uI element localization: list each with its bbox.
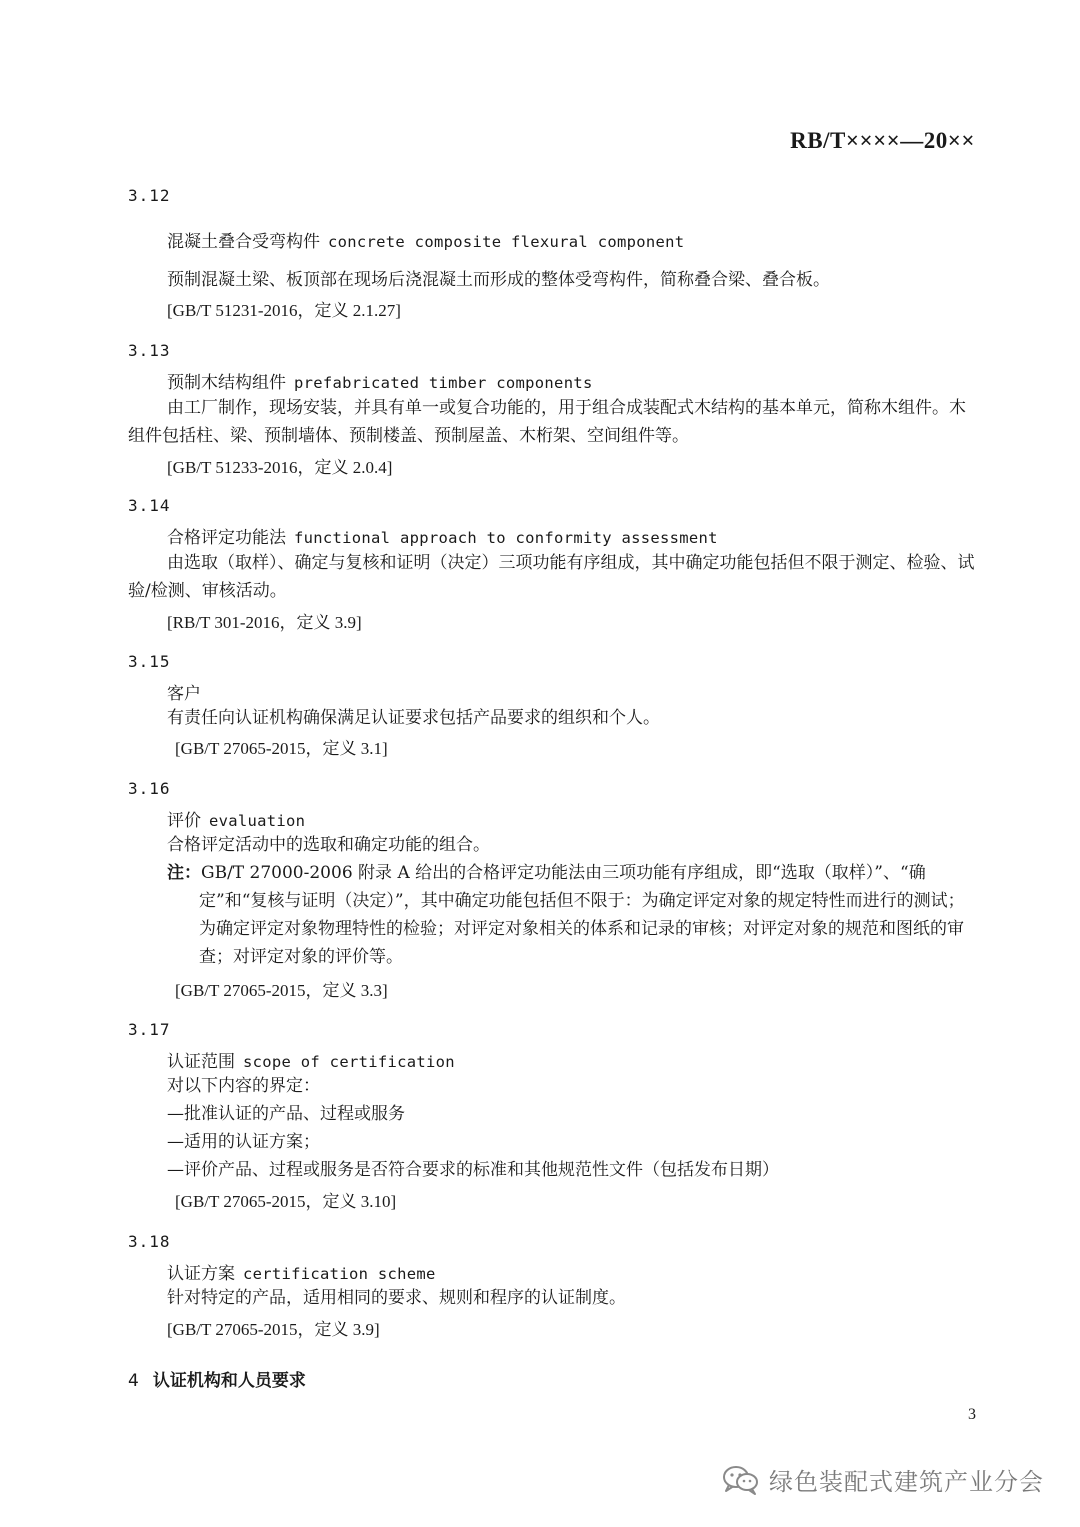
term-en: evaluation xyxy=(209,812,306,830)
entry-number: 3.18 xyxy=(128,1232,171,1251)
entry-term xyxy=(167,368,593,393)
list-item: —适用的认证方案； xyxy=(167,1132,320,1152)
entry-term xyxy=(167,1047,455,1072)
term-cn: 合格评定功能法 xyxy=(167,528,286,548)
entry-reference: [GB/T 51233-2016，定义 2.0.4] xyxy=(167,458,393,477)
term-cn: 混凝土叠合受弯构件 xyxy=(167,232,320,252)
note-text: GB/T 27000-2006 附录 A 给出的合格评定功能法由三项功能有序组成，即“选取（取样）”、“确定”和“复核与证明（决定）”，其中确定功能包括但不限于：为确定评定对象的规定特性而进行的测试；为确定评定对象物理特性的检验；对评定对象相关的体系和记录的审核；对评定对象的规范和图纸的审查；对评定对象的评价等。 xyxy=(199,863,965,967)
entry-term xyxy=(167,227,684,252)
section-number: 4 xyxy=(128,1371,139,1391)
entry-reference: [GB/T 51231-2016，定义 2.1.27] xyxy=(167,301,401,320)
term-cn: 认证范围 xyxy=(167,1052,235,1072)
entry-reference: [GB/T 27065-2015，定义 3.1] xyxy=(175,739,388,758)
list-item: —评价产品、过程或服务是否符合要求的标准和其他规范性文件（包括发布日期） xyxy=(167,1160,779,1180)
entry-definition: 针对特定的产品，适用相同的要求、规则和程序的认证制度。 xyxy=(167,1288,626,1308)
term-cn: 客户 xyxy=(167,684,201,704)
term-cn: 评价 xyxy=(167,811,201,831)
entry-number: 3.14 xyxy=(128,496,171,515)
term-en: concrete composite flexural component xyxy=(328,233,685,251)
list-item: —批准认证的产品、过程或服务 xyxy=(167,1104,405,1124)
entry-term xyxy=(167,806,305,831)
term-cn: 认证方案 xyxy=(167,1264,235,1284)
entry-term xyxy=(167,523,718,548)
note-label: 注： xyxy=(167,863,201,883)
entry-reference: [RB/T 301-2016，定义 3.9] xyxy=(167,613,362,632)
entry-number: 3.15 xyxy=(128,652,171,671)
entry-definition: 由选取（取样）、确定与复核和证明（决定）三项功能有序组成，其中确定功能包括但不限于测定、检验、试验/检测、审核活动。 xyxy=(128,553,975,601)
watermark xyxy=(721,1462,1044,1497)
entry-term xyxy=(167,1259,436,1284)
entry-definition: 对以下内容的界定： xyxy=(167,1076,320,1096)
term-cn: 预制木结构组件 xyxy=(167,373,286,393)
entry-note xyxy=(167,859,980,971)
term-en: certification scheme xyxy=(243,1265,436,1283)
term-en: scope of certification xyxy=(243,1053,455,1071)
entry-term xyxy=(167,679,201,704)
section-heading xyxy=(128,1366,306,1391)
term-en: prefabricated timber components xyxy=(294,374,593,392)
entry-number: 3.17 xyxy=(128,1020,171,1039)
term-en: functional approach to conformity assessment xyxy=(294,529,718,547)
entry-definition: 合格评定活动中的选取和确定功能的组合。 xyxy=(167,835,490,855)
document-code: RB/T××××—20×× xyxy=(790,128,975,153)
entry-definition: 由工厂制作，现场安装，并具有单一或复合功能的，用于组合成装配式木结构的基本单元，简称木组件。木组件包括柱、梁、预制墙体、预制楼盖、预制屋盖、木桁架、空间组件等。 xyxy=(128,398,966,446)
entry-number: 3.13 xyxy=(128,341,171,360)
entry-definition: 有责任向认证机构确保满足认证要求包括产品要求的组织和个人。 xyxy=(167,708,660,728)
entry-reference: [GB/T 27065-2015，定义 3.3] xyxy=(175,981,388,1000)
entry-number: 3.16 xyxy=(128,779,171,798)
entry-definition: 预制混凝土梁、板顶部在现场后浇混凝土而形成的整体受弯构件，简称叠合梁、叠合板。 xyxy=(167,270,830,290)
entry-number: 3.12 xyxy=(128,186,171,205)
page-number: 3 xyxy=(968,1406,976,1423)
entry-reference: [GB/T 27065-2015，定义 3.10] xyxy=(175,1192,397,1211)
section-title: 认证机构和人员要求 xyxy=(152,1371,306,1391)
entry-reference: [GB/T 27065-2015，定义 3.9] xyxy=(167,1320,380,1339)
watermark-text: 绿色装配式建筑产业分会 xyxy=(769,1468,1044,1496)
wechat-icon xyxy=(721,1464,761,1496)
